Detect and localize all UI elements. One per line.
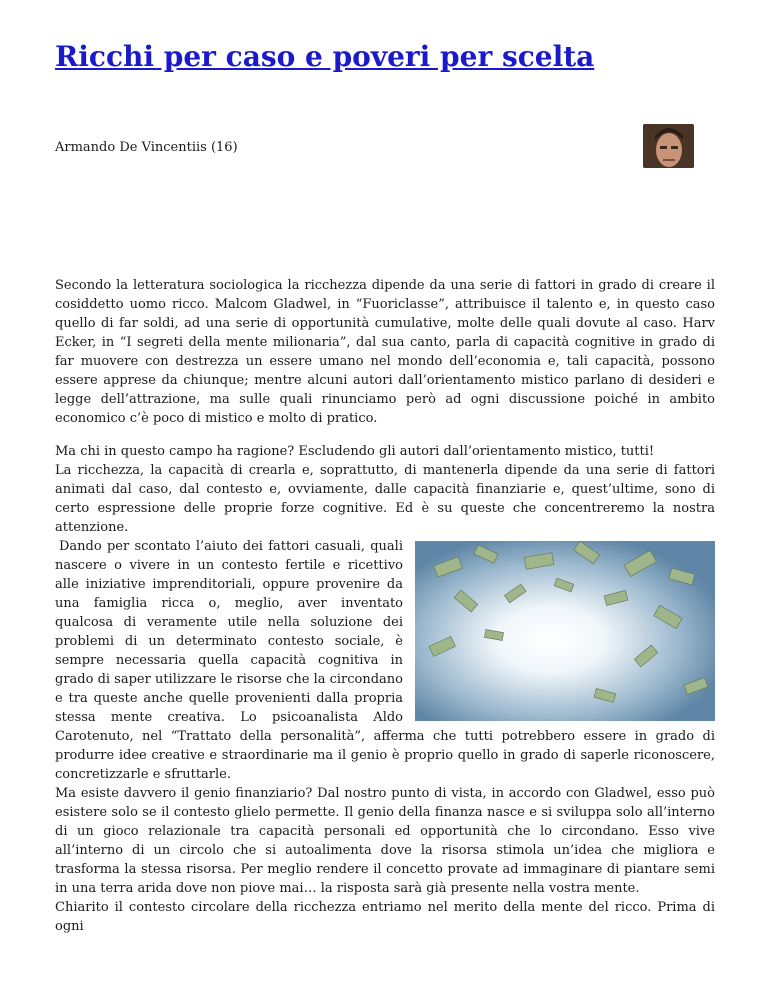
article-title-link[interactable]: Ricchi per caso e poveri per scelta bbox=[55, 40, 595, 73]
author-portrait-icon bbox=[643, 124, 694, 168]
paragraph: Ma chi in questo campo ha ragione? Escludendo gli autori dall’orientamento mistico, tutti! bbox=[55, 444, 655, 459]
author-name: Armando De Vincentiis (16) bbox=[55, 140, 238, 155]
falling-dollar-bills-icon bbox=[415, 541, 715, 721]
paragraph: La ricchezza, la capacità di crearla e, soprattutto, di mantenerla dipende da una serie di fattori animati dal caso, dal contesto e, ovviamente, dalle capacità finanziarie e, quest’ultime, sono di certo espressione delle proprie forze cognitive. Ed è su queste che concentreremo la nostra attenzione. bbox=[55, 463, 715, 535]
paragraph: Chiarito il contesto circolare della ricchezza entriamo nel merito della mente del ricco. Prima di ogni bbox=[55, 900, 715, 934]
money-rain-image bbox=[415, 541, 715, 721]
author-avatar bbox=[643, 124, 694, 168]
paragraph: Ma esiste davvero il genio finanziario? Dal nostro punto di vista, in accordo con Gladwel, esso può esistere solo se il contesto glielo permette. Il genio della finanza nasce e si sviluppa solo all’interno di un gioco relazionale tra capacità personali ed opportunità che lo circondano. Esso vive all’interno di un circolo che si autoalimenta dove la risorsa stimola un’idea che migliora e trasforma la stessa risorsa. Per meglio rendere il concetto provate ad immaginare di piantare semi in una terra arida dove non piove mai… la risposta sarà già presente nella vostra mente. bbox=[55, 786, 715, 896]
paragraph: Dando per scontato l’aiuto dei fattori casuali, quali nascere o vivere in un contesto fertile e ricettivo alle iniziative imprenditoriali, oppure provenire da una famiglia ricca o, meglio, aver inventato qualcosa di veramente utile nella soluzione dei problemi di un determinato contesto sociale, è sempre necessaria quella capacità cognitiva in grado di saper utilizzare le risorse che la circondano e tra queste anche quelle provenienti dalla propria stessa mente creativa. Lo psicoanalista Aldo Carotenuto, nel “Trattato della personalità”, afferma che tutti potrebbero essere in grado di produrre idee creative e straordinarie ma il genio è proprio quello in grado di saperle riconoscere, concretizzarle e sfruttarle. bbox=[55, 539, 715, 782]
paragraph: Secondo la letteratura sociologica la ricchezza dipende da una serie di fattori in grado di creare il cosiddetto uomo ricco. Malcom Gladwel, in “Fuoriclasse”, attribuisce il talento e, in questo caso quello di far soldi, ad una serie di opportunità cumulative, molte delle quali dovute al caso. Harv Ecker, in “I segreti della mente milionaria”, dal sua canto, parla di capacità cognitive in grado di far muovere con destrezza un essere umano nel mondo dell’economia e, tali capacità, possono essere apprese da chiunque; mentre alcuni autori dall’orientamento mistico parlano di desideri e legge dell’attrazione, ma sulle quali rinunciamo però ad ogni discussione poiché in ambito economico c’è poco di mistico e molto di pratico. bbox=[55, 278, 715, 426]
article-body bbox=[55, 276, 715, 936]
